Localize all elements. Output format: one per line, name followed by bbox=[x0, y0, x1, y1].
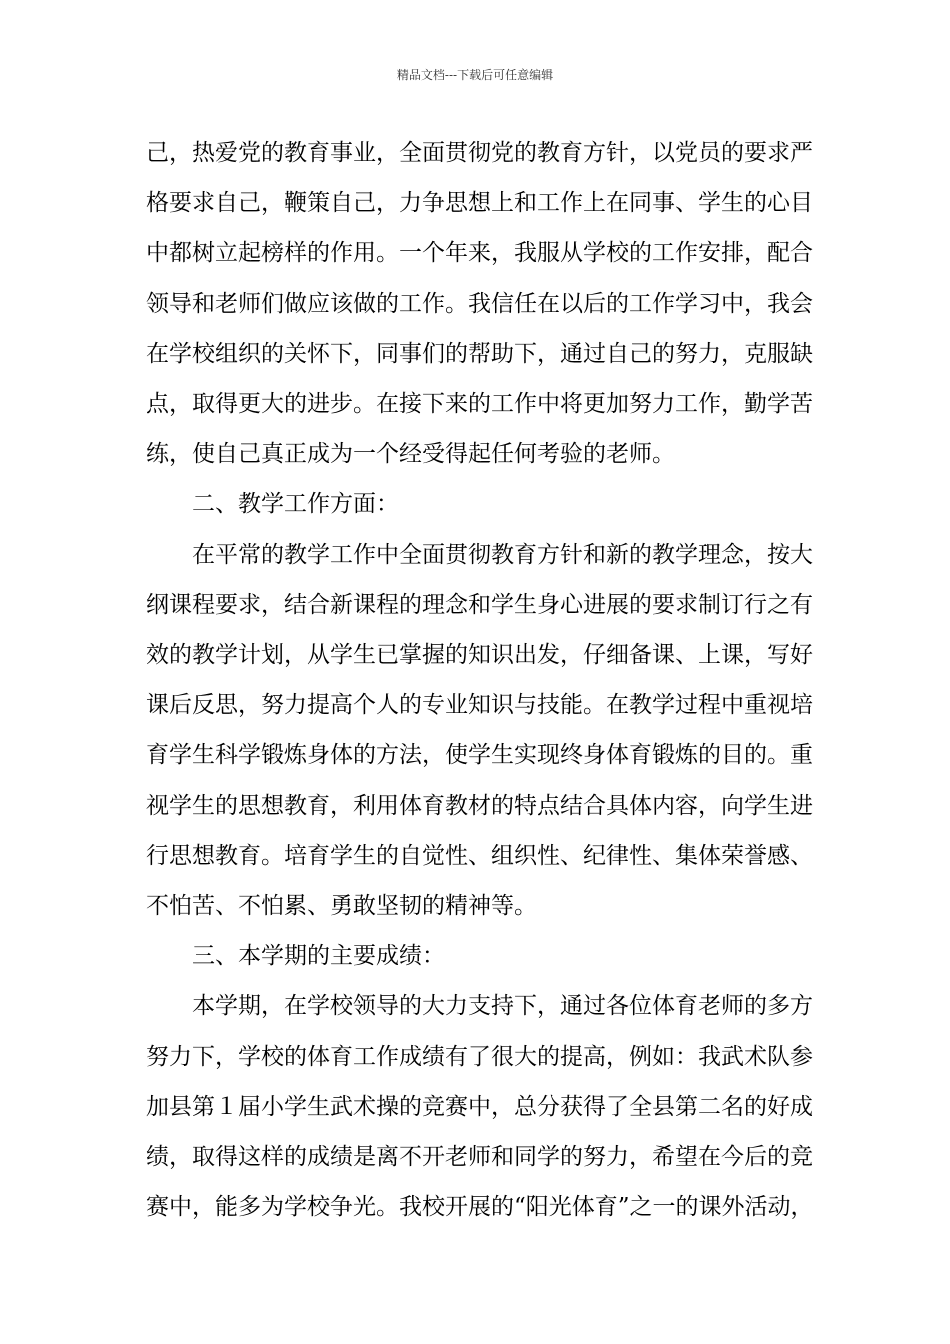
text-line: 中都树立起榜样的作用。一个年来，我服从学校的工作安排，配合 bbox=[146, 240, 813, 266]
text-line: 加县第１届小学生武术操的竞赛中，总分获得了全县第二名的好成 bbox=[146, 1094, 813, 1120]
text-line: 二、教学工作方面： bbox=[192, 491, 399, 517]
text-line: 效的教学计划，从学生已掌握的知识出发，仔细备课、上课，写好 bbox=[146, 642, 813, 668]
text-line: 视学生的思想教育，利用体育教材的特点结合具体内容，向学生进 bbox=[146, 793, 813, 819]
text-line: 行思想教育。培育学生的自觉性、组织性、纪律性、集体荣誉感、 bbox=[146, 843, 813, 869]
text-line: 练，使自己真正成为一个经受得起任何考验的老师。 bbox=[146, 441, 675, 467]
text-line: 己，热爱党的教育事业，全面贯彻党的教育方针，以党员的要求严 bbox=[146, 140, 813, 166]
text-line: 绩，取得这样的成绩是离不开老师和同学的努力，希望在今后的竞 bbox=[146, 1144, 813, 1170]
text-line: 育学生科学锻炼身体的方法，使学生实现终身体育锻炼的目的。重 bbox=[146, 742, 813, 768]
text-line: 不怕苦、不怕累、勇敢坚韧的精神等。 bbox=[146, 893, 537, 919]
text-line: 三、本学期的主要成绩： bbox=[192, 943, 445, 969]
text-line: 点，取得更大的进步。在接下来的工作中将更加努力工作，勤学苦 bbox=[146, 391, 813, 417]
text-line: 格要求自己，鞭策自己，力争思想上和工作上在同事、学生的心目 bbox=[146, 190, 813, 216]
text-line: 领导和老师们做应该做的工作。我信任在以后的工作学习中，我会 bbox=[146, 291, 813, 317]
text-line: 在学校组织的关怀下，同事们的帮助下，通过自己的努力，克服缺 bbox=[146, 341, 813, 367]
text-line: 在平常的教学工作中全面贯彻教育方针和新的教学理念，按大 bbox=[192, 542, 813, 568]
text-line: 本学期，在学校领导的大力支持下，通过各位体育老师的多方 bbox=[192, 993, 813, 1019]
text-line: 赛中，能多为学校争光。我校开展的“阳光体育”之一的课外活动， bbox=[146, 1194, 814, 1220]
text-line: 努力下，学校的体育工作成绩有了很大的提高，例如：我武术队参 bbox=[146, 1044, 813, 1070]
text-line: 课后反思，努力提高个人的专业知识与技能。在教学过程中重视培 bbox=[146, 692, 813, 718]
text-line: 纲课程要求，结合新课程的理念和学生身心进展的要求制订行之有 bbox=[146, 592, 813, 618]
page-header: 精品文档---下载后可任意编辑 bbox=[396, 68, 554, 82]
